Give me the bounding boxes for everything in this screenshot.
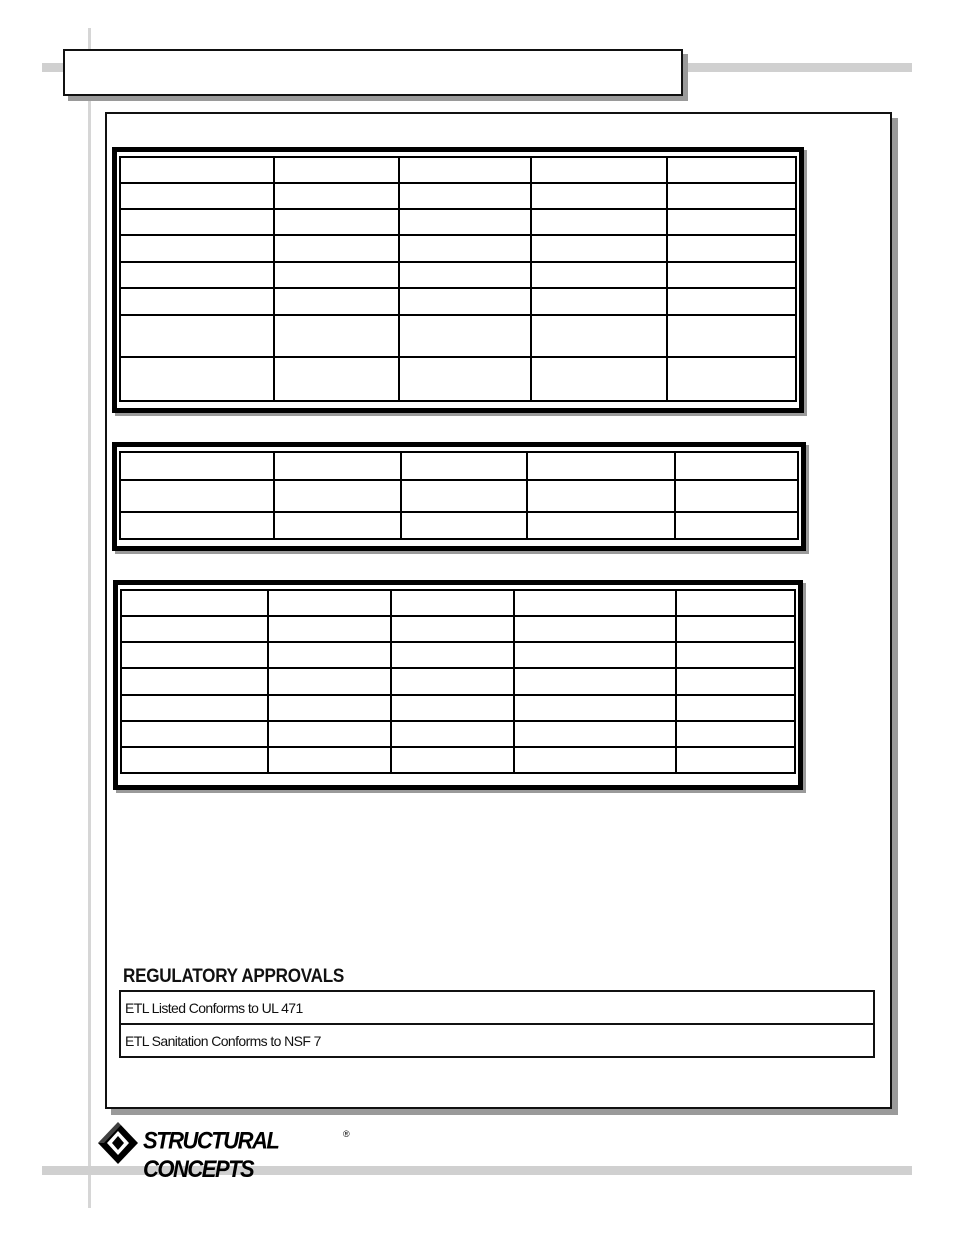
table-row xyxy=(121,590,795,616)
margin-rule-vertical xyxy=(88,28,91,1208)
table-row xyxy=(120,262,796,288)
table-row xyxy=(121,695,795,721)
table-row xyxy=(120,512,798,539)
brand-name: STRUCTURAL CONCEPTS xyxy=(143,1126,278,1183)
table-row xyxy=(121,642,795,668)
table-row xyxy=(120,991,874,1024)
table-row xyxy=(120,452,798,480)
table-row xyxy=(120,209,796,235)
structural-concepts-logo xyxy=(97,1121,357,1183)
registered-mark: ® xyxy=(343,1129,350,1139)
table-row xyxy=(120,315,796,357)
spec-table-3-grid xyxy=(120,589,796,774)
table-row xyxy=(121,668,795,695)
table-row xyxy=(121,747,795,773)
spec-table-1 xyxy=(112,147,804,413)
regulatory-item: ETL Listed Conforms to UL 471 xyxy=(120,991,874,1024)
table-row xyxy=(120,1024,874,1057)
spec-table-1-grid xyxy=(119,156,797,402)
diamond-logo-icon xyxy=(97,1121,139,1165)
spec-table-2 xyxy=(112,442,806,551)
table-row xyxy=(120,183,796,209)
table-row xyxy=(120,235,796,262)
title-box xyxy=(63,49,683,96)
table-row xyxy=(121,616,795,642)
regulatory-approvals-heading: REGULATORY APPROVALS xyxy=(123,966,345,987)
table-row xyxy=(120,357,796,401)
table-row xyxy=(120,480,798,512)
table-row xyxy=(121,721,795,747)
regulatory-item: ETL Sanitation Conforms to NSF 7 xyxy=(120,1024,874,1057)
table-row xyxy=(120,157,796,183)
regulatory-approvals-table xyxy=(119,990,875,1058)
spec-table-2-grid xyxy=(119,451,799,540)
spec-table-3 xyxy=(113,580,803,790)
table-row xyxy=(120,288,796,315)
